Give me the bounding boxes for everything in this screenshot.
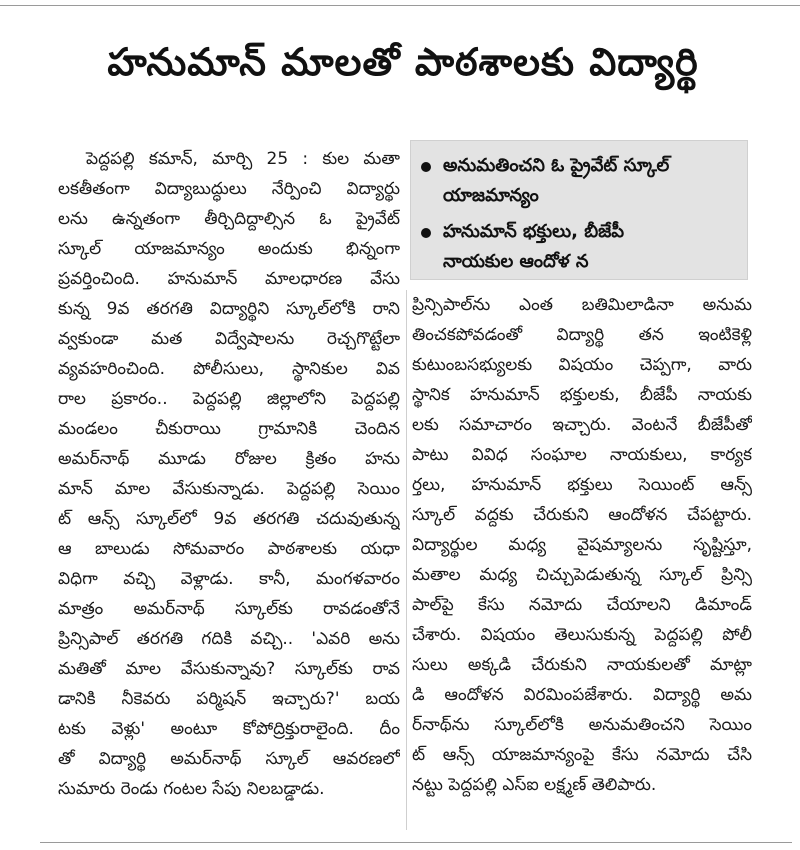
bullet-icon [421, 228, 431, 238]
text-line: అమర్‌నాథ్ మూడు రోజుల క్రితం హను [58, 449, 400, 469]
article-headline: హనుమాన్ మాలతో పాఠశాలకు విద్యార్థి [107, 40, 699, 84]
highlights-box [410, 140, 748, 280]
highlight-item [421, 151, 737, 211]
highlight-text [443, 151, 669, 211]
text-line: చేశారు. విషయం తెలుసుకున్న పెద్దపల్లి పోలీ [412, 625, 752, 645]
text-line: మండలం చీకురాయి గ్రామానికి చెందిన [58, 419, 400, 439]
text-line: డి ఆందోళన విరమింపజేశారు. విద్యార్థి అమ [412, 685, 752, 705]
text-line: విద్యార్థుల మధ్య వైషమ్యాలను సృష్టిస్తూ, [412, 535, 752, 555]
text-line: ర్తలు, హనుమాన్ భక్తులు సెయింట్ ఆన్స్ [412, 475, 752, 495]
text-line: విధిగా వచ్చి వెళ్లాడు. కానీ, మంగళవారం [58, 569, 400, 589]
text-line: ట్ ఆన్స్ యాజమాన్యంపై కేసు నమోదు చేసి [412, 745, 752, 765]
text-line: ర్‌నాథ్‌ను స్కూల్‌లోకి అనుమతించని సెయిం [412, 715, 752, 735]
text-line: కుటుంబసభ్యులకు విషయం చెప్పగా, వారు [412, 355, 752, 375]
article-column-left [58, 144, 400, 804]
highlight-item [421, 217, 737, 277]
column-divider [406, 290, 407, 830]
text-line: మతాల మధ్య చిచ్చుపెడుతున్న స్కూల్ ప్రిన్సి [412, 565, 752, 585]
bottom-rule [40, 842, 792, 843]
highlight-line: హనుమాన్ భక్తులు, బీజేపీ [443, 221, 625, 242]
text-line: స్థానిక హనుమాన్ భక్తులకు, బీజేపీ నాయకు [412, 385, 752, 405]
bullet-icon [421, 162, 431, 172]
text-line: డానికి నీకెవరు పర్మిషన్ ఇచ్చారు?' బయ [58, 689, 400, 709]
text-line: తో విద్యార్థి అమర్‌నాథ్ స్కూల్ ఆవరణలో [58, 749, 400, 769]
text-line: ట్ ఆన్స్ స్కూల్‌లో 9వ తరగతి చదువుతున్న [58, 509, 400, 529]
text-line: సుమారు రెండు గంటల సేపు నిలబడ్డాడు. [58, 779, 325, 799]
highlight-line: అనుమతించని ఓ ప్రైవేట్ స్కూల్ [443, 155, 670, 176]
top-rule [0, 5, 800, 6]
text-line: తించకపోవడంతో విద్యార్థి తన ఇంటికెళ్లి [412, 325, 752, 345]
text-line: నట్టు పెద్దపల్లి ఎస్ఐ లక్ష్మణ్ తెలిపారు. [412, 775, 657, 795]
text-line: మాత్రం అమర్‌నాథ్ స్కూల్‌కు రావడంతోనే [58, 599, 400, 619]
text-line: ఆ బాలుడు సోమవారం పాఠశాలకు యధా [58, 539, 400, 559]
text-line: పెద్దపల్లి కమాన్, మార్చి 25 : కుల మతా [86, 149, 400, 169]
text-line: పాటు వివిధ సంఘాల నాయకులు, కార్యక [412, 445, 752, 465]
text-line: పాల్‌పై కేసు నమోదు చేయాలని డిమాండ్ [412, 595, 752, 615]
text-line: ప్రిన్సిపాల్‌ను ఎంత బతిమిలాడినా అనుమ [412, 295, 752, 315]
text-line: మతితో మాల వేసుకున్నావు? స్కూల్‌కు రావ [58, 659, 400, 679]
text-line: టకు వెళ్లు' అంటూ కోపోద్రిక్తురాలైంది. దీం [58, 719, 400, 739]
text-line: లకతీతంగా విద్యాబుద్ధులు నేర్పించి విద్యార్థు [58, 179, 400, 199]
text-line: ప్రవర్తించింది. హనుమాన్ మాలధారణ వేసు [58, 269, 400, 289]
text-line: రాల ప్రకారం.. పెద్దపల్లి జిల్లాలోని పెద్దపల్లి [58, 389, 400, 409]
text-line: ప్రిన్సిపాల్ తరగతి గదికి వచ్చి.. 'ఎవరి అను [58, 629, 400, 649]
text-line: వ్యవహరించింది. పోలీసులు, స్థానికుల వివ [58, 359, 400, 379]
text-line: స్కూల్ వద్దకు చేరుకుని ఆందోళన చేపట్టారు. [412, 505, 752, 525]
text-line: సులు అక్కడి చేరుకుని నాయకులతో మాట్లా [412, 655, 752, 675]
text-line: లను ఉన్నతంగా తీర్చిదిద్దాల్సిన ఓ ప్రైవేట్ [58, 209, 400, 229]
text-line: స్కూల్ యాజమాన్యం అందుకు భిన్నంగా [58, 239, 400, 259]
text-line: మాన్ మాల వేసుకున్నాడు. పెద్దపల్లి సెయిం [58, 479, 400, 499]
highlight-text [443, 217, 624, 277]
text-line: లకు సమాచారం ఇచ్చారు. వెంటనే బీజేపీతో [412, 415, 752, 435]
text-line: వ్వకుండా మత విద్వేషాలను రెచ్చగొట్టేలా [58, 329, 400, 349]
article-column-right [412, 290, 752, 800]
highlight-line: యాజమాన్యం [443, 185, 539, 206]
highlight-line: నాయకుల ఆందోళ న [443, 251, 589, 272]
text-line: కున్న 9వ తరగతి విద్యార్థిని స్కూల్‌లోకి రాని [58, 299, 400, 319]
